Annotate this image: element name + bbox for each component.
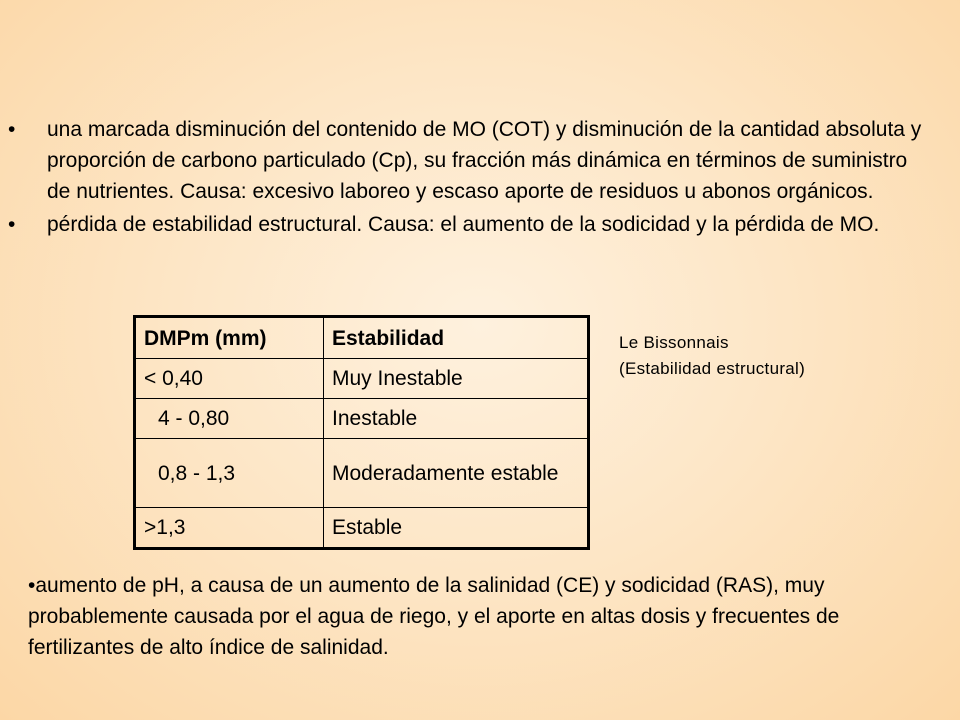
table-cell-dmpm: >1,3 — [135, 508, 324, 549]
bullet-marker: • — [8, 213, 16, 236]
bullet-text: pérdida de estabilidad estructural. Causa: el aumento de la sodicidad y la pérdida de MO. — [47, 213, 880, 236]
table-cell-dmpm: 4 - 0,80 — [135, 399, 324, 439]
caption-line-2: (Estabilidad estructural) — [619, 359, 806, 378]
table-header-row — [135, 317, 589, 359]
table-row — [135, 399, 589, 439]
table-row — [135, 439, 589, 508]
table-row — [135, 508, 589, 549]
bullet-list — [8, 114, 924, 242]
bullet-item-2 — [8, 209, 924, 240]
table-header-dmpm: DMPm (mm) — [135, 317, 324, 359]
bullet-marker: • — [8, 118, 16, 141]
bullet-item-1 — [8, 114, 924, 207]
table-cell-dmpm: 0,8 - 1,3 — [135, 439, 324, 508]
table-cell-estabilidad: Inestable — [324, 399, 589, 439]
table-header-estabilidad: Estabilidad — [324, 317, 589, 359]
bullet-text: una marcada disminución del contenido de MO (COT) y disminución de la cantidad absoluta y proporción de carbono particulado (Cp), su fracción más dinámica en términos de suministro de nutrientes. Causa: excesivo laboreo y escaso aporte de residuos u abonos orgánicos. — [47, 118, 922, 203]
table-cell-estabilidad: Estable — [324, 508, 589, 549]
table-cell-dmpm: < 0,40 — [135, 359, 324, 399]
caption-line-1: Le Bissonnais — [619, 333, 729, 352]
table-cell-estabilidad: Moderadamente estable — [324, 439, 589, 508]
table-caption — [619, 330, 805, 382]
stability-table — [133, 315, 590, 550]
bottom-paragraph: •aumento de pH, a causa de un aumento de la salinidad (CE) y sodicidad (RAS), muy probablemente causada por el agua de riego, y el aporte en altas dosis y frecuentes de fertilizantes de alto índice de salinidad. — [28, 574, 840, 659]
table-cell-estabilidad: Muy Inestable — [324, 359, 589, 399]
table-row — [135, 359, 589, 399]
